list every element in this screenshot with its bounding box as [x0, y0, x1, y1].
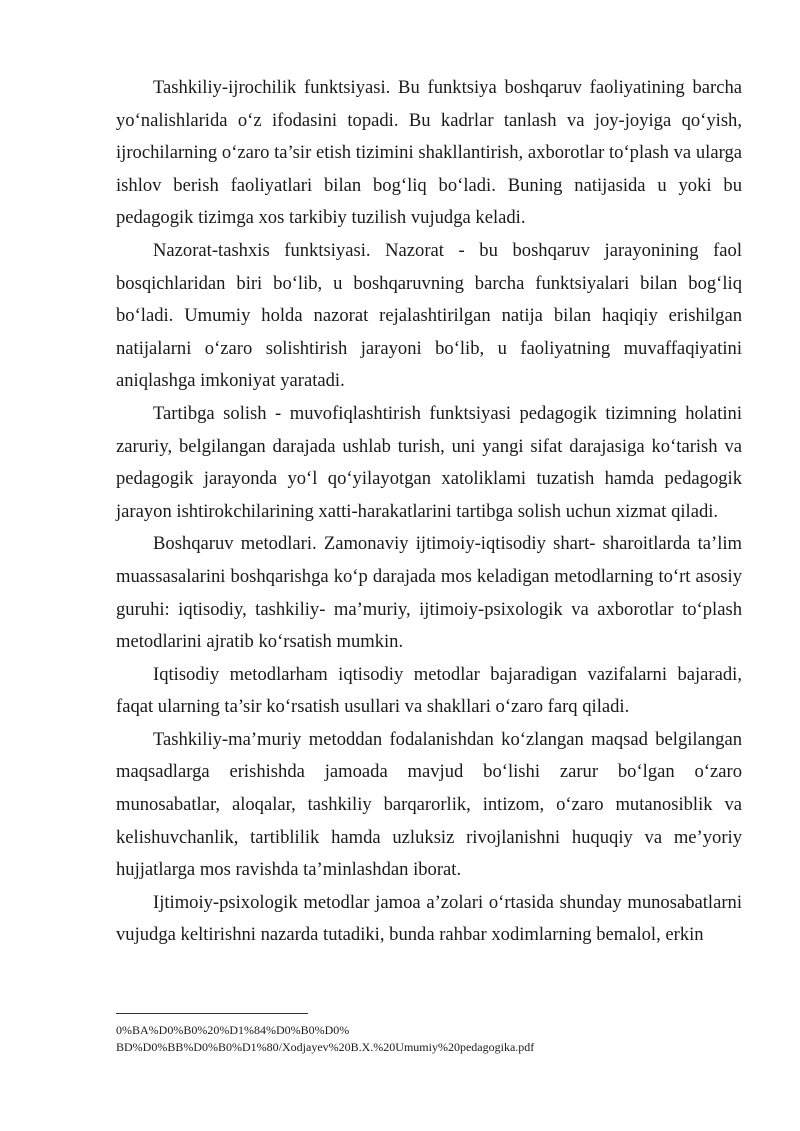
paragraph-nazorat-tashxis: Nazorat-tashxis funktsiyasi. Nazorat - bu boshqaruv jarayonining faol bosqichlaridan biri bo‘lib, u boshqaruvning barcha funktsiyalari bilan bog‘liq bo‘ladi. Umumiy holda nazorat rejalashtirilgan natija bilan haqiqiy erishilgan natijalarni o‘zaro solishtirish jarayoni bo‘lib, u faoliyatning muvaffaqiyatini aniqlashga imkoniyat yaratadi. [116, 239, 742, 392]
footnote-divider [116, 1013, 308, 1014]
paragraph-tashkiliy-ijrochilik: Tashkiliy-ijrochilik funktsiyasi. Bu funktsiya boshqaruv faoliyatining barcha yo‘nalishlarida o‘z ifodasini topadi. Bu kadrlar tanlash va joy-joyiga qo‘yish, ijrochilarning o‘zaro ta’sir etish tizimini shakllantirish, axborotlar to‘plash va ularga ishlov berish faoliyatlari bilan bog‘liq bo‘ladi. Buning natijasida u yoki bu pedagogik tizimga xos tarkibiy tuzilish vujudga keladi. [116, 77, 742, 229]
paragraph-tartibga-solish: Tartibga solish - muvofiqlashtirish funktsiyasi pedagogik tizimning holatini zaruriy, belgilangan darajada ushlab turish, uni yangi sifat darajasiga ko‘tarish va pedagogik jarayonda yo‘l qo‘yilayotgan xatoliklami tuzatish hamda pedagogik jarayon ishtirokchilarining xatti-harakatlarini tartibga solish uchun xizmat qiladi. [116, 402, 742, 522]
footnote [116, 1022, 756, 1056]
paragraph-ijtimoiy-psixologik: Ijtimoiy-psixologik metodlar jamoa a’zolari o‘rtasida shunday munosabatlarni vujudga keltirishni nazarda tutadiki, bunda rahbar xodimlarning bemalol, erkin [116, 891, 742, 946]
footnote-line-2: BD%D0%BB%D0%B0%D1%80/Xodjayev%20B.X.%20Umumiy%20pedagogika.pdf [116, 1040, 535, 1054]
footnote-line-1: 0%BA%D0%B0%20%D1%84%D0%B0%D0% [116, 1023, 350, 1037]
document-body [116, 72, 742, 952]
paragraph-tashkiliy-mamuriy: Tashkiliy-ma’muriy metoddan fodalanishdan ko‘zlangan maqsad belgilangan maqsadlarga erishishda jamoada mavjud bo‘lishi zarur bo‘lgan o‘zaro munosabatlar, aloqalar, tashkiliy barqarorlik, intizom, o‘zaro mutanosiblik va kelishuvchanlik, tartiblilik hamda uzluksiz rivojlanishni huquqiy va me’yoriy hujjatlarga mos ravishda ta’minlashdan iborat. [116, 728, 742, 881]
paragraph-iqtisodiy-metodlar: Iqtisodiy metodlarham iqtisodiy metodlar bajaradigan vazifalarni bajaradi, faqat ularning ta’sir ko‘rsatish usullari va shakllari o‘zaro farq qiladi. [116, 663, 742, 718]
paragraph-boshqaruv-metodlari: Boshqaruv metodlari. Zamonaviy ijtimoiy-iqtisodiy shart- sharoitlarda ta’lim muassasalarini boshqarishga ko‘p darajada mos keladigan metodlarning to‘rt asosiy guruhi: iqtisodiy, tashkiliy- ma’muriy, ijtimoiy-psixologik va axborotlar to‘plash metodlarini ajratib ko‘rsatish mumkin. [116, 533, 742, 653]
